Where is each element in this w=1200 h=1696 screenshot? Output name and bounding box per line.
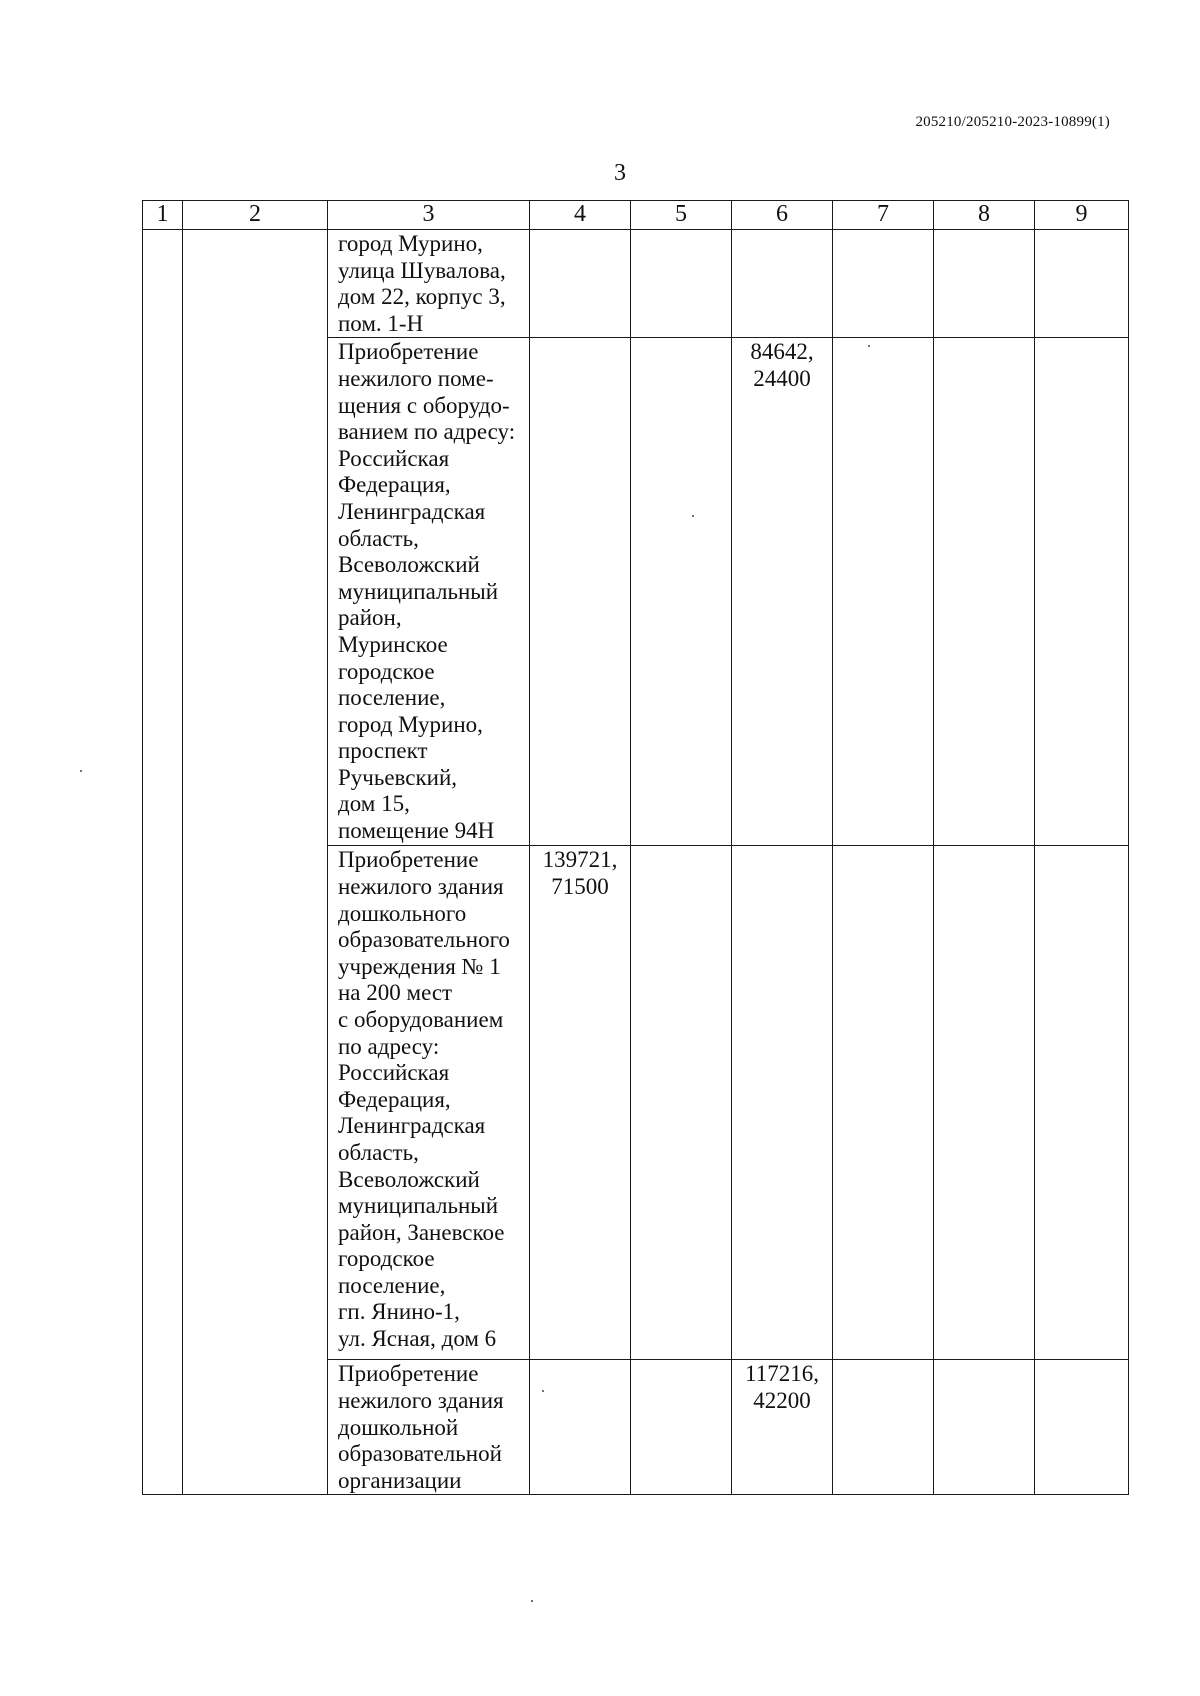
amount-line: 139721,	[542, 847, 618, 873]
table-row	[143, 230, 1129, 338]
description-line: поселение,	[338, 685, 446, 711]
scan-speck	[692, 515, 694, 517]
col5-cell	[631, 1360, 732, 1495]
description-cell	[328, 338, 530, 846]
description-line: Ленинградская	[338, 1113, 486, 1139]
description-line: улица Шувалова,	[338, 257, 506, 283]
description-line: городское	[338, 1246, 435, 1272]
description-line: образовательного	[338, 927, 510, 953]
data-table	[142, 200, 1129, 1495]
amount-line: 42200	[753, 1387, 811, 1413]
amount-line: 24400	[753, 365, 811, 391]
description-cell	[328, 230, 530, 338]
description-line: Муринское	[338, 631, 448, 657]
description-line: район,	[338, 605, 402, 631]
column-header: 3	[328, 201, 530, 230]
table-header-row	[143, 201, 1129, 230]
description-line: образовательной	[338, 1441, 502, 1467]
description-line: Российская	[338, 445, 450, 471]
amount-line: 84642,	[750, 339, 814, 365]
col4-value-cell	[530, 338, 631, 846]
col9-cell	[1035, 1360, 1129, 1495]
col6-value-cell	[732, 338, 833, 846]
description-line: ванием по адресу:	[338, 419, 516, 445]
description-line: дом 22, корпус 3,	[338, 284, 506, 310]
col8-cell	[934, 1360, 1035, 1495]
column-header: 8	[934, 201, 1035, 230]
col9-cell	[1035, 338, 1129, 846]
description-line: город Мурино,	[338, 711, 483, 737]
col5-cell	[631, 230, 732, 338]
description-line: нежилого поме-	[338, 365, 494, 391]
scan-speck	[531, 1600, 533, 1602]
document-id: 205210/205210-2023-10899(1)	[915, 114, 1110, 130]
column-header: 9	[1035, 201, 1129, 230]
column-header: 2	[183, 201, 328, 230]
col5-cell	[631, 846, 732, 1360]
description-line: дошкольной	[338, 1414, 459, 1440]
column-header: 7	[833, 201, 934, 230]
description-line: щения с оборудо-	[338, 392, 510, 418]
page-number: 3	[614, 160, 626, 186]
col9-cell	[1035, 230, 1129, 338]
col6-value-cell	[732, 230, 833, 338]
description-line: район, Заневское	[338, 1219, 505, 1245]
description-line: учреждения № 1	[338, 953, 501, 979]
description-line: ул. Ясная, дом 6	[338, 1326, 497, 1352]
col7-cell	[833, 846, 934, 1360]
column-header: 6	[732, 201, 833, 230]
description-line: область,	[338, 525, 419, 551]
description-cell	[328, 846, 530, 1360]
col8-cell	[934, 338, 1035, 846]
col9-cell	[1035, 846, 1129, 1360]
description-line: нежилого здания	[338, 1387, 504, 1413]
scan-speck	[868, 345, 870, 347]
col6-value-cell	[732, 846, 833, 1360]
column-header: 5	[631, 201, 732, 230]
description-line: дом 15,	[338, 791, 410, 817]
description-line: Приобретение	[338, 1361, 479, 1387]
col4-value-cell	[530, 846, 631, 1360]
description-line: дошкольного	[338, 900, 467, 926]
description-line: городское	[338, 658, 435, 684]
description-line: организации	[338, 1467, 462, 1493]
description-line: на 200 мест	[338, 980, 453, 1006]
description-line: Всеволожский	[338, 1166, 480, 1192]
col8-cell	[934, 230, 1035, 338]
scan-speck	[542, 1390, 544, 1392]
description-line: область,	[338, 1139, 419, 1165]
description-line: пом. 1-Н	[338, 310, 424, 336]
amount-line: 117216,	[745, 1361, 819, 1387]
description-line: по адресу:	[338, 1033, 440, 1059]
description-line: Российская	[338, 1060, 450, 1086]
column-header: 4	[530, 201, 631, 230]
col6-value-cell	[732, 1360, 833, 1495]
description-line: Ленинградская	[338, 498, 486, 524]
description-line: нежилого здания	[338, 873, 504, 899]
column-header: 1	[143, 201, 183, 230]
col1-cell	[143, 230, 183, 1495]
description-line: Всеволожский	[338, 552, 480, 578]
amount-line: 71500	[551, 873, 609, 899]
description-line: поселение,	[338, 1272, 446, 1298]
description-line: Ручьевский,	[338, 764, 458, 790]
description-line: Федерация,	[338, 1086, 451, 1112]
scan-speck	[80, 770, 82, 772]
description-line: гп. Янино-1,	[338, 1299, 460, 1325]
col7-cell	[833, 338, 934, 846]
description-line: с оборудованием	[338, 1006, 504, 1032]
col5-cell	[631, 338, 732, 846]
description-line: проспект	[338, 738, 428, 764]
description-line: Приобретение	[338, 339, 479, 365]
col8-cell	[934, 846, 1035, 1360]
description-line: муниципальный	[338, 578, 499, 604]
description-cell	[328, 1360, 530, 1495]
description-line: муниципальный	[338, 1193, 499, 1219]
description-line: город Мурино,	[338, 231, 483, 256]
description-line: Приобретение	[338, 847, 479, 873]
col4-value-cell	[530, 1360, 631, 1495]
col7-cell	[833, 230, 934, 338]
description-line: помещение 94Н	[338, 818, 495, 844]
col4-value-cell	[530, 230, 631, 338]
col2-cell	[183, 230, 328, 1495]
col7-cell	[833, 1360, 934, 1495]
description-line: Федерация,	[338, 472, 451, 498]
